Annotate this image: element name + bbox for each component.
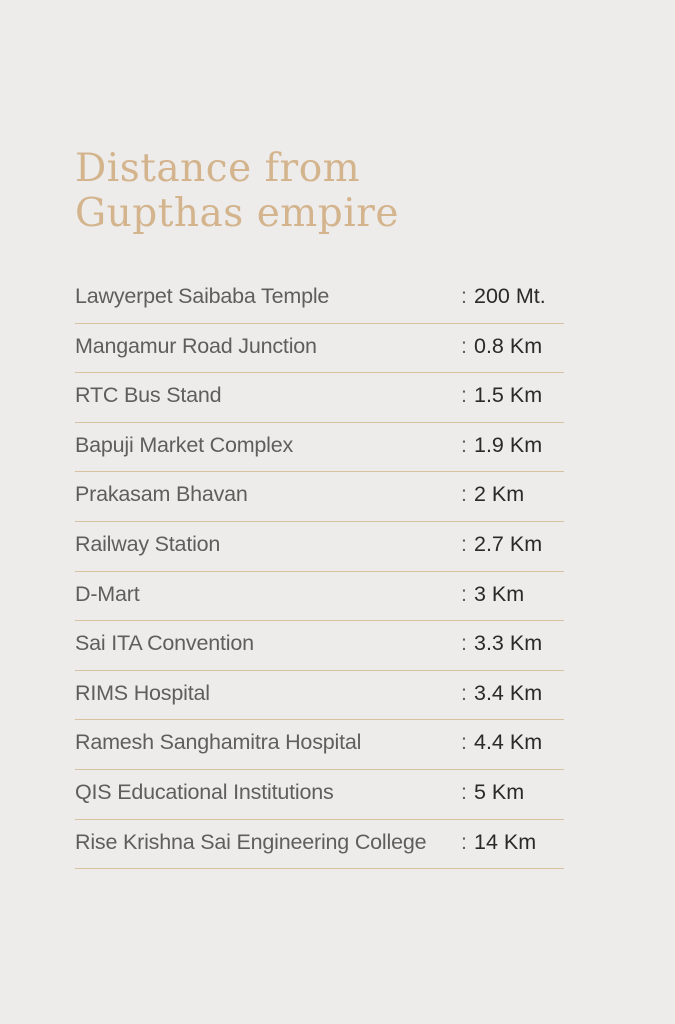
separator: : <box>461 383 467 408</box>
list-item <box>75 572 564 622</box>
place-name: Railway Station <box>75 531 221 556</box>
list-item <box>75 522 564 572</box>
separator: : <box>461 730 467 755</box>
list-item <box>75 324 564 374</box>
separator: : <box>461 581 467 606</box>
distance-value: 3.3 Km <box>474 631 543 656</box>
list-item <box>75 373 564 423</box>
list-item <box>75 423 564 473</box>
place-name: Prakasam Bhavan <box>75 482 248 507</box>
distance-value: 2 Km <box>474 482 525 507</box>
separator: : <box>461 779 467 804</box>
separator: : <box>461 829 467 854</box>
distance-value: 3 Km <box>474 581 525 606</box>
page-title <box>75 146 399 236</box>
place-name: QIS Educational Institutions <box>75 779 334 804</box>
list-item <box>75 770 564 820</box>
place-name: Ramesh Sanghamitra Hospital <box>75 730 362 755</box>
list-item <box>75 274 564 324</box>
page-title-line-1: Distance from <box>75 146 361 191</box>
distance-list <box>75 274 564 869</box>
place-name: Lawyerpet Saibaba Temple <box>75 284 330 308</box>
separator: : <box>461 631 467 656</box>
distance-value: 1.9 Km <box>474 432 543 457</box>
place-name: Mangamur Road Junction <box>75 333 317 358</box>
place-name: RIMS Hospital <box>75 680 210 705</box>
distance-value: 200 Mt. <box>474 284 546 308</box>
list-item <box>75 720 564 770</box>
list-item <box>75 472 564 522</box>
distance-value: 14 Km <box>474 829 537 854</box>
separator: : <box>461 333 467 358</box>
distance-value: 2.7 Km <box>474 531 543 556</box>
separator: : <box>461 284 467 308</box>
separator: : <box>461 432 467 457</box>
place-name: D-Mart <box>75 581 140 606</box>
distance-value: 4.4 Km <box>474 730 543 755</box>
distance-value: 5 Km <box>474 779 525 804</box>
list-item <box>75 820 564 870</box>
page-title-line-2: Gupthas empire <box>75 191 399 236</box>
place-name: Bapuji Market Complex <box>75 432 294 457</box>
separator: : <box>461 482 467 507</box>
list-item <box>75 671 564 721</box>
place-name: Sai ITA Convention <box>75 631 254 656</box>
place-name: RTC Bus Stand <box>75 383 222 408</box>
list-item <box>75 621 564 671</box>
separator: : <box>461 531 467 556</box>
separator: : <box>461 680 467 705</box>
place-name: Rise Krishna Sai Engineering College <box>75 829 427 854</box>
distance-value: 3.4 Km <box>474 680 543 705</box>
distance-value: 1.5 Km <box>474 383 543 408</box>
distance-value: 0.8 Km <box>474 333 543 358</box>
